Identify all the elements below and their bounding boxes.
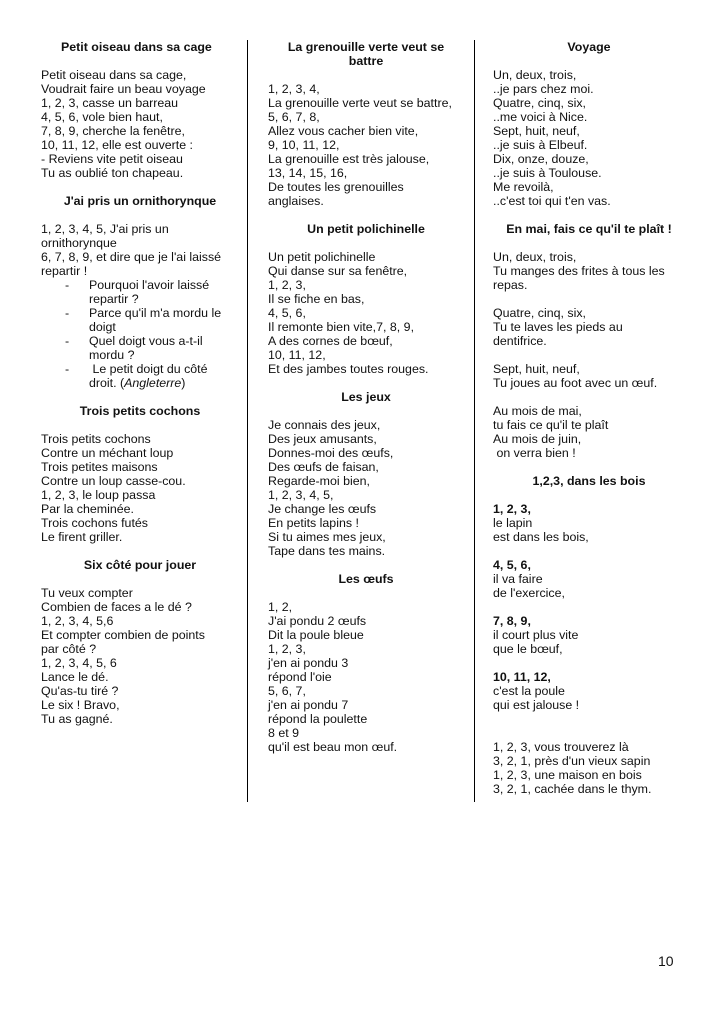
- poem-line: 1, 2, 3, 4,: [268, 82, 320, 96]
- poem-title: Les jeux: [341, 390, 391, 404]
- page-number: 10: [658, 953, 674, 969]
- poem-line: mordu ?: [89, 348, 135, 362]
- dash-mark: -: [65, 306, 70, 320]
- column-3: [493, 40, 685, 796]
- poem-line: ..c'est toi qui t'en vas.: [493, 194, 611, 208]
- poem-line: Tu manges des frites à tous les: [493, 264, 665, 278]
- poem-line: Trois petites maisons: [41, 460, 158, 474]
- poem-line: ..me voici à Nice.: [493, 110, 588, 124]
- poem-line: Qu'as-tu tiré ?: [41, 684, 119, 698]
- poem-line: Donnes-moi des œufs,: [268, 446, 394, 460]
- poem-line: 1, 2, 3, 4, 5, 6: [41, 656, 117, 670]
- poem-title: La grenouille verte veut se: [287, 40, 445, 54]
- poem-line: il court plus vite: [493, 628, 579, 642]
- poem-line: 4, 5, 6, vole bien haut,: [41, 110, 163, 124]
- poem-line: 1, 2, 3, une maison en bois: [493, 768, 642, 782]
- poem-line: Me revoilà,: [493, 180, 554, 194]
- poem-title: J'ai pris un ornithorynque: [63, 194, 217, 208]
- poem-line: Le petit doigt du côté: [89, 362, 208, 376]
- poem-line: 7, 8, 9, cherche la fenêtre,: [41, 124, 185, 138]
- poem-line: Tu joues au foot avec un œuf.: [493, 376, 658, 390]
- dash-mark: -: [65, 334, 70, 348]
- poem-line: que le bœuf,: [493, 642, 563, 656]
- poem-line: dentifrice.: [493, 334, 547, 348]
- column-divider: [247, 40, 248, 802]
- poem-line: Quel doigt vous a-t-il: [89, 334, 203, 348]
- dialogue-item: [41, 362, 239, 390]
- poem-line: Il remonte bien vite,7, 8, 9,: [268, 320, 415, 334]
- poem-line: Et des jambes toutes rouges.: [268, 362, 429, 376]
- poem-line: 1, 2, 3,: [268, 278, 306, 292]
- poem-line: 1, 2, 3, le loup passa: [41, 488, 156, 502]
- poem-line: répond l'oie: [268, 670, 332, 684]
- dash-mark: -: [65, 362, 70, 376]
- poem-line: Il se fiche en bas,: [268, 292, 365, 306]
- poem-title: Six côté pour jouer: [83, 558, 197, 572]
- poem-line: Des œufs de faisan,: [268, 460, 379, 474]
- poem-line: tu fais ce qu'il te plaît: [493, 418, 609, 432]
- poem-line: Un, deux, trois,: [493, 250, 577, 264]
- poem-line: 6, 7, 8, 9, et dire que je l'ai laissé: [41, 250, 222, 264]
- poem-line: ..je suis à Elbeuf.: [493, 138, 588, 152]
- poem-line: ..je suis à Toulouse.: [493, 166, 602, 180]
- column-2: [268, 40, 464, 754]
- poem-line: Lance le dé.: [41, 670, 109, 684]
- poem-line: 5, 6, 7,: [268, 684, 306, 698]
- poem-line: 1, 2, 3, casse un barreau: [41, 96, 179, 110]
- poem-line: Voudrait faire un beau voyage: [41, 82, 206, 96]
- poem-line: 10, 11, 12,: [268, 348, 326, 362]
- poem-title: 1,2,3, dans les bois: [532, 474, 646, 488]
- poem-line: ): [181, 376, 186, 390]
- poem-line: Tu te laves les pieds au: [493, 320, 623, 334]
- poem-line: ..je pars chez moi.: [493, 82, 594, 96]
- poem-line: A des cornes de bœuf,: [268, 334, 393, 348]
- poem-line: 1, 2,: [268, 600, 293, 614]
- poem-line: Tape dans tes mains.: [268, 544, 386, 558]
- poem-line: Dix, onze, douze,: [493, 152, 589, 166]
- poem-line: Contre un méchant loup: [41, 446, 174, 460]
- poem-line: Si tu aimes mes jeux,: [268, 530, 386, 544]
- poem-line: Allez vous cacher bien vite,: [268, 124, 419, 138]
- poem-line: La grenouille verte veut se battre,: [268, 96, 452, 110]
- poem-line: Dit la poule bleue: [268, 628, 364, 642]
- poem-line: 5, 6, 7, 8,: [268, 110, 320, 124]
- dash-mark: -: [65, 278, 70, 292]
- poem-line: Trois petits cochons: [41, 432, 151, 446]
- dialogue-item: [41, 306, 239, 334]
- poem-line: 1, 2, 3, 4, 5, J'ai pris un: [41, 222, 169, 236]
- poem-line: Au mois de mai,: [493, 404, 582, 418]
- poem-line: 1, 2, 3, 4, 5,6: [41, 614, 114, 628]
- poem-title: Voyage: [567, 40, 611, 54]
- poem-line: Le six ! Bravo,: [41, 698, 120, 712]
- poem-line: Au mois de juin,: [493, 432, 582, 446]
- dialogue-item: [41, 278, 239, 306]
- poem-title: Trois petits cochons: [79, 404, 201, 418]
- poem-line: Parce qu'il m'a mordu le: [89, 306, 222, 320]
- poem-line: 8 et 9: [268, 726, 300, 740]
- poem-line: Tu as oublié ton chapeau.: [41, 166, 184, 180]
- poem-line: Et compter combien de points: [41, 628, 205, 642]
- poem-line: c'est la poule: [493, 684, 565, 698]
- poem-line: répond la poulette: [268, 712, 368, 726]
- poem-line: 3, 2, 1, cachée dans le thym.: [493, 782, 652, 796]
- poem-line: le lapin: [493, 516, 533, 530]
- stanza-number: 10, 11, 12,: [493, 670, 551, 684]
- poem-line: repartir ?: [89, 292, 139, 306]
- poem-line: 1, 2, 3,: [268, 642, 306, 656]
- poem-title: battre: [348, 54, 384, 68]
- poem-line: Sept, huit, neuf,: [493, 124, 580, 138]
- poem-line: De toutes les grenouilles: [268, 180, 404, 194]
- poem-line: Qui danse sur sa fenêtre,: [268, 264, 408, 278]
- poem-line: ornithorynque: [41, 236, 117, 250]
- poem-line: Pourquoi l'avoir laissé: [89, 278, 210, 292]
- poem-line: Combien de faces a le dé ?: [41, 600, 192, 614]
- poem-line: Je connais des jeux,: [268, 418, 381, 432]
- poem-line: Le firent griller.: [41, 530, 123, 544]
- poem-line: qu'il est beau mon œuf.: [268, 740, 398, 754]
- poem-line: 1, 2, 3, vous trouverez là: [493, 740, 629, 754]
- poem-line: Par la cheminée.: [41, 502, 134, 516]
- poem-title: Petit oiseau dans sa cage: [61, 40, 212, 54]
- poem-line: anglaises.: [268, 194, 324, 208]
- poem-line: J'ai pondu 2 œufs: [268, 614, 367, 628]
- poem-line: Contre un loup casse-cou.: [41, 474, 186, 488]
- poem-line: Sept, huit, neuf,: [493, 362, 580, 376]
- poem-title: En mai, fais ce qu'il te plaît !: [506, 222, 672, 236]
- poem-line: Un petit polichinelle: [268, 250, 376, 264]
- poem-line: j'en ai pondu 3: [268, 656, 349, 670]
- poem-line: Tu as gagné.: [41, 712, 113, 726]
- stanza-number: 7, 8, 9,: [493, 614, 531, 628]
- poem-line: est dans les bois,: [493, 530, 589, 544]
- poem-line: par côté ?: [41, 642, 97, 656]
- poem-line: Trois cochons futés: [41, 516, 148, 530]
- poem-line: 10, 11, 12, elle est ouverte :: [41, 138, 193, 152]
- poem-line: il va faire: [493, 572, 543, 586]
- poem-line: 3, 2, 1, près d'un vieux sapin: [493, 754, 651, 768]
- poem-line: En petits lapins !: [268, 516, 359, 530]
- poem-line: qui est jalouse !: [493, 698, 580, 712]
- poem-line: 4, 5, 6,: [268, 306, 306, 320]
- column-divider: [474, 40, 475, 802]
- poem-line: j'en ai pondu 7: [268, 698, 349, 712]
- poem-line: 9, 10, 11, 12,: [268, 138, 340, 152]
- poem-title: Un petit polichinelle: [307, 222, 425, 236]
- poem-line: repas.: [493, 278, 528, 292]
- poem-line: Regarde-moi bien,: [268, 474, 370, 488]
- dialogue-item: [41, 334, 239, 362]
- poem-line: repartir !: [41, 264, 88, 278]
- poem-line: Petit oiseau dans sa cage,: [41, 68, 187, 82]
- poem-line: doigt: [89, 320, 116, 334]
- stanza-number: 4, 5, 6,: [493, 558, 531, 572]
- poem-line: Des jeux amusants,: [268, 432, 377, 446]
- poem-line: de l'exercice,: [493, 586, 565, 600]
- poem-line: droit. (: [89, 376, 125, 390]
- poem-line: Je change les œufs: [268, 502, 377, 516]
- poem-line: on verra bien !: [493, 446, 576, 460]
- poem-line: Un, deux, trois,: [493, 68, 577, 82]
- poem-line: 13, 14, 15, 16,: [268, 166, 348, 180]
- poem-line: Quatre, cinq, six,: [493, 306, 586, 320]
- poem-line: - Reviens vite petit oiseau: [41, 152, 183, 166]
- poem-title: Les œufs: [338, 572, 394, 586]
- column-1: [41, 40, 239, 726]
- poem-line: 1, 2, 3, 4, 5,: [268, 488, 334, 502]
- poem-line: Tu veux compter: [41, 586, 133, 600]
- poem-line: La grenouille est très jalouse,: [268, 152, 430, 166]
- stanza-number: 1, 2, 3,: [493, 502, 531, 516]
- poem-line: Quatre, cinq, six,: [493, 96, 586, 110]
- country-name: Angleterre: [124, 376, 182, 390]
